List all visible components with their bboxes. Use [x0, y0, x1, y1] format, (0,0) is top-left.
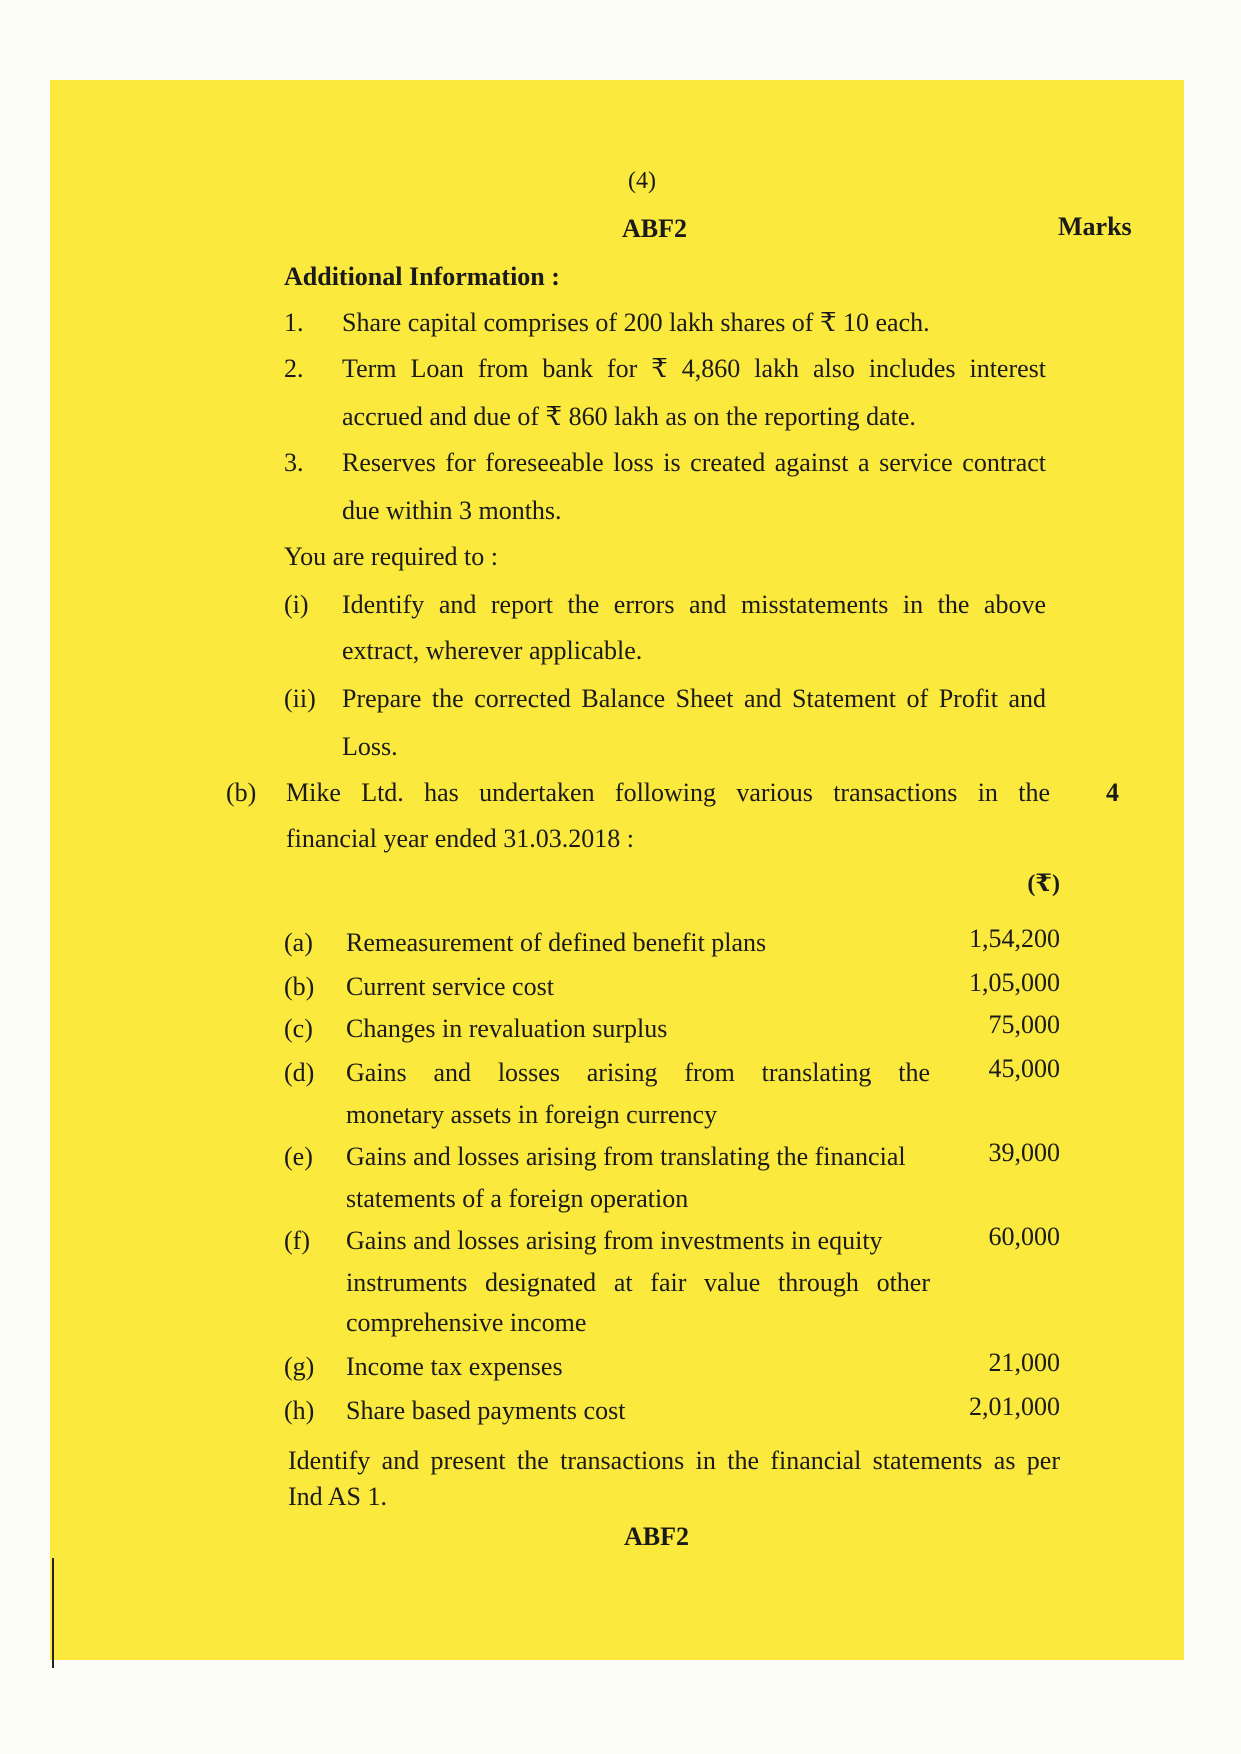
transaction-amount: 60,000 — [988, 1222, 1060, 1251]
part-b-question: financial year ended 31.03.2018 : — [286, 824, 634, 853]
additional-info-heading: Additional Information : — [284, 262, 560, 291]
transaction-description: Income tax expenses — [346, 1352, 563, 1381]
page-number: (4) — [628, 168, 656, 194]
info-item-text: Share capital comprises of 200 lakh shares of ₹ 10 each. — [342, 308, 930, 337]
transaction-description: instruments designated at fair value through other — [346, 1268, 930, 1297]
requirements-intro: You are required to : — [284, 542, 498, 571]
closing-instruction: Identify and present the transactions in the financial statements as per — [288, 1446, 1060, 1475]
transaction-label: (d) — [284, 1058, 315, 1087]
info-item-text: due within 3 months. — [342, 496, 562, 525]
info-item-text: Reserves for foreseeable loss is created against a service contract — [342, 448, 1046, 477]
footer-code: ABF2 — [624, 1522, 689, 1551]
info-item-text: Term Loan from bank for ₹ 4,860 lakh also includes interest — [342, 354, 1046, 383]
requirement-text: Prepare the corrected Balance Sheet and Statement of Profit and — [342, 684, 1046, 713]
transaction-amount: 45,000 — [988, 1054, 1060, 1083]
transaction-label: (e) — [284, 1142, 313, 1171]
transaction-description: Gains and losses arising from investments in equity — [346, 1226, 883, 1255]
transaction-description: Remeasurement of defined benefit plans — [346, 928, 767, 957]
info-item-text: accrued and due of ₹ 860 lakh as on the reporting date. — [342, 402, 916, 431]
transaction-label: (b) — [284, 972, 315, 1001]
requirement-text: extract, wherever applicable. — [342, 636, 643, 665]
transaction-amount: 1,54,200 — [969, 924, 1060, 953]
transaction-amount: 2,01,000 — [969, 1392, 1060, 1421]
transaction-label: (c) — [284, 1014, 313, 1043]
margin-line — [52, 1558, 54, 1668]
closing-instruction: Ind AS 1. — [288, 1482, 387, 1511]
requirement-number: (ii) — [284, 684, 316, 713]
transaction-amount: 75,000 — [988, 1010, 1060, 1039]
transaction-description: comprehensive income — [346, 1308, 587, 1337]
transaction-description: monetary assets in foreign currency — [346, 1100, 718, 1129]
transaction-label: (g) — [284, 1352, 315, 1381]
currency-header: (₹) — [1027, 871, 1060, 897]
info-item-number: 1. — [284, 308, 304, 337]
transaction-amount: 1,05,000 — [969, 968, 1060, 997]
info-item-number: 3. — [284, 448, 304, 477]
transaction-description: Changes in revaluation surplus — [346, 1014, 668, 1043]
marks-label: Marks — [1058, 212, 1132, 241]
requirement-number: (i) — [284, 590, 309, 619]
transaction-description: Gains and losses arising from translating the financial — [346, 1142, 906, 1171]
transaction-description: Gains and losses arising from translating the — [346, 1058, 930, 1087]
transaction-amount: 39,000 — [988, 1138, 1060, 1167]
transaction-description: Share based payments cost — [346, 1396, 626, 1425]
paper-code: ABF2 — [622, 214, 687, 243]
part-b-question: Mike Ltd. has undertaken following various transactions in the — [286, 778, 1050, 807]
info-item-number: 2. — [284, 354, 304, 383]
requirement-text: Identify and report the errors and misstatements in the above — [342, 590, 1046, 619]
transaction-description: statements of a foreign operation — [346, 1184, 689, 1213]
transaction-label: (a) — [284, 928, 313, 957]
part-b-marks: 4 — [1106, 778, 1119, 807]
part-b-label: (b) — [226, 778, 257, 807]
transaction-label: (f) — [284, 1226, 310, 1255]
transaction-description: Current service cost — [346, 972, 554, 1001]
requirement-text: Loss. — [342, 732, 398, 761]
transaction-label: (h) — [284, 1396, 315, 1425]
transaction-amount: 21,000 — [988, 1348, 1060, 1377]
